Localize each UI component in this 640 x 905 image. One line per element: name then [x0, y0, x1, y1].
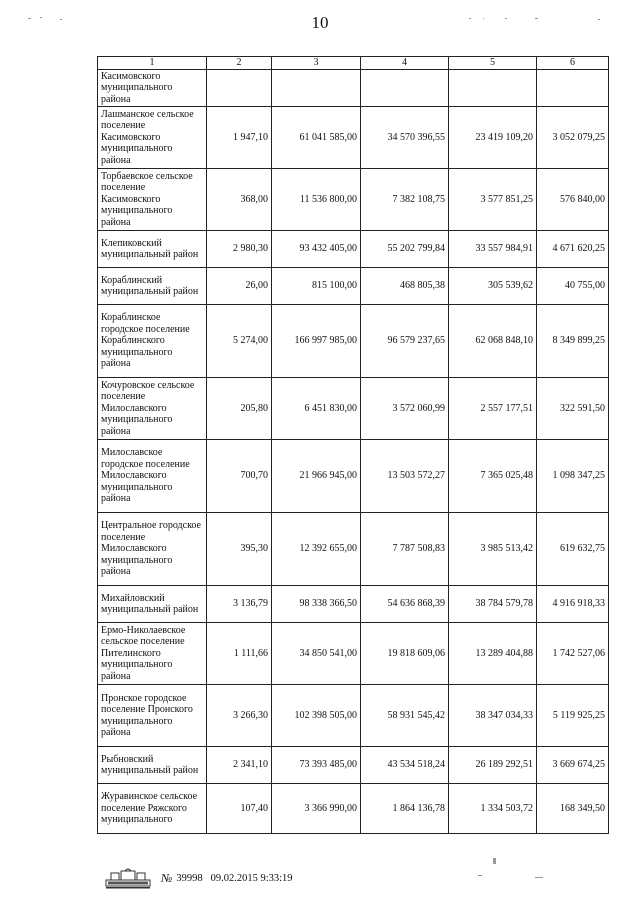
cell-total: 73 393 485,00	[272, 747, 361, 784]
cell-value: 3 052 079,25	[537, 107, 609, 169]
budget-table	[97, 56, 609, 834]
cell-value: 7 787 508,83	[361, 513, 449, 586]
column-header: 4	[361, 57, 449, 70]
table-row	[98, 513, 609, 586]
cell-value: 38 347 034,33	[449, 685, 537, 747]
table-row	[98, 784, 609, 834]
cell-total: 21 966 945,00	[272, 440, 361, 513]
column-header: 5	[449, 57, 537, 70]
cell-value: 3 572 060,99	[361, 378, 449, 440]
cell-value: 58 931 545,42	[361, 685, 449, 747]
cell-total: 98 338 366,50	[272, 586, 361, 623]
cell-area: 700,70	[207, 440, 272, 513]
table-row	[98, 107, 609, 169]
cell-value: 26 189 292,51	[449, 747, 537, 784]
municipality-name: Кочуровское сельское поселение Милославского муниципального района	[98, 378, 207, 440]
cell-value: 2 557 177,51	[449, 378, 537, 440]
municipality-name: Лашманское сельское поселение Касимовского муниципального района	[98, 107, 207, 169]
municipality-name: Журавинское сельское поселение Ряжского муниципального	[98, 784, 207, 834]
table-row	[98, 623, 609, 685]
table-row	[98, 378, 609, 440]
municipality-name: Рыбновский муниципальный район	[98, 747, 207, 784]
cell-total: 3 366 990,00	[272, 784, 361, 834]
table-row	[98, 747, 609, 784]
cell-value: 19 818 609,06	[361, 623, 449, 685]
cell-area: 3 266,30	[207, 685, 272, 747]
registry-stamp-icon	[105, 867, 151, 889]
cell-value: 322 591,50	[537, 378, 609, 440]
cell-value: 1 742 527,06	[537, 623, 609, 685]
cell-value	[537, 69, 609, 107]
cell-value: 619 632,75	[537, 513, 609, 586]
cell-value: 7 382 108,75	[361, 169, 449, 231]
column-header: 2	[207, 57, 272, 70]
table-row	[98, 685, 609, 747]
table-row	[98, 69, 609, 107]
cell-area: 107,40	[207, 784, 272, 834]
cell-value: 40 755,00	[537, 268, 609, 305]
cell-value: 54 636 868,39	[361, 586, 449, 623]
table-row	[98, 268, 609, 305]
cell-area: 1 111,66	[207, 623, 272, 685]
cell-value: 576 840,00	[537, 169, 609, 231]
cell-total	[272, 69, 361, 107]
cell-total: 61 041 585,00	[272, 107, 361, 169]
table-row	[98, 305, 609, 378]
cell-total: 12 392 655,00	[272, 513, 361, 586]
cell-area: 395,30	[207, 513, 272, 586]
cell-value: 1 098 347,25	[537, 440, 609, 513]
cell-area: 3 136,79	[207, 586, 272, 623]
column-header: 6	[537, 57, 609, 70]
cell-value: 305 539,62	[449, 268, 537, 305]
cell-value: 96 579 237,65	[361, 305, 449, 378]
cell-value: 13 289 404,88	[449, 623, 537, 685]
cell-area: 205,80	[207, 378, 272, 440]
cell-value: 468 805,38	[361, 268, 449, 305]
cell-value: 1 864 136,78	[361, 784, 449, 834]
cell-value: 55 202 799,84	[361, 231, 449, 268]
cell-area: 26,00	[207, 268, 272, 305]
municipality-name: Кораблинское городское поселение Кораблинского муниципального района	[98, 305, 207, 378]
cell-value: 4 916 918,33	[537, 586, 609, 623]
footer	[105, 867, 293, 889]
cell-total: 815 100,00	[272, 268, 361, 305]
municipality-name: Ермо-Николаевское сельское поселение Пителинского муниципального района	[98, 623, 207, 685]
municipality-name: Центральное городское поселение Милославского муниципального района	[98, 513, 207, 586]
cell-area: 2 980,30	[207, 231, 272, 268]
cell-total: 6 451 830,00	[272, 378, 361, 440]
column-header: 3	[272, 57, 361, 70]
cell-value	[449, 69, 537, 107]
cell-value: 13 503 572,27	[361, 440, 449, 513]
cell-value: 8 349 899,25	[537, 305, 609, 378]
cell-value: 38 784 579,78	[449, 586, 537, 623]
cell-value: 168 349,50	[537, 784, 609, 834]
cell-total: 93 432 405,00	[272, 231, 361, 268]
column-number-row	[98, 57, 609, 70]
municipality-name: Касимовского муниципального района	[98, 69, 207, 107]
document-number: 39998	[176, 872, 203, 884]
cell-value: 23 419 109,20	[449, 107, 537, 169]
municipality-name: Пронское городское поселение Пронского муниципального района	[98, 685, 207, 747]
page-number: 10	[311, 13, 329, 32]
column-header: 1	[98, 57, 207, 70]
municipality-name: Кораблинский муниципальный район	[98, 268, 207, 305]
cell-total: 11 536 800,00	[272, 169, 361, 231]
table-row	[98, 440, 609, 513]
municipality-name: Торбаевское сельское поселение Касимовского муниципального района	[98, 169, 207, 231]
cell-area: 1 947,10	[207, 107, 272, 169]
cell-value: 5 119 925,25	[537, 685, 609, 747]
cell-area: 5 274,00	[207, 305, 272, 378]
cell-area	[207, 69, 272, 107]
document-number-symbol-icon: №	[161, 870, 173, 885]
cell-value: 34 570 396,55	[361, 107, 449, 169]
cell-value: 62 068 848,10	[449, 305, 537, 378]
table-row	[98, 586, 609, 623]
cell-value: 7 365 025,48	[449, 440, 537, 513]
cell-value: 43 534 518,24	[361, 747, 449, 784]
municipality-name: Михайловский муниципальный район	[98, 586, 207, 623]
cell-value: 4 671 620,25	[537, 231, 609, 268]
cell-value: 3 985 513,42	[449, 513, 537, 586]
cell-value: 3 669 674,25	[537, 747, 609, 784]
cell-area: 2 341,10	[207, 747, 272, 784]
cell-value: 3 577 851,25	[449, 169, 537, 231]
municipality-name: Милославское городское поселение Милославского муниципального района	[98, 440, 207, 513]
cell-value	[361, 69, 449, 107]
table-row	[98, 231, 609, 268]
municipality-name: Клепиковский муниципальный район	[98, 231, 207, 268]
table-row	[98, 169, 609, 231]
cell-total: 34 850 541,00	[272, 623, 361, 685]
cell-area: 368,00	[207, 169, 272, 231]
cell-total: 166 997 985,00	[272, 305, 361, 378]
cell-total: 102 398 505,00	[272, 685, 361, 747]
cell-value: 1 334 503,72	[449, 784, 537, 834]
document-timestamp: 09.02.2015 9:33:19	[210, 872, 293, 884]
cell-value: 33 557 984,91	[449, 231, 537, 268]
